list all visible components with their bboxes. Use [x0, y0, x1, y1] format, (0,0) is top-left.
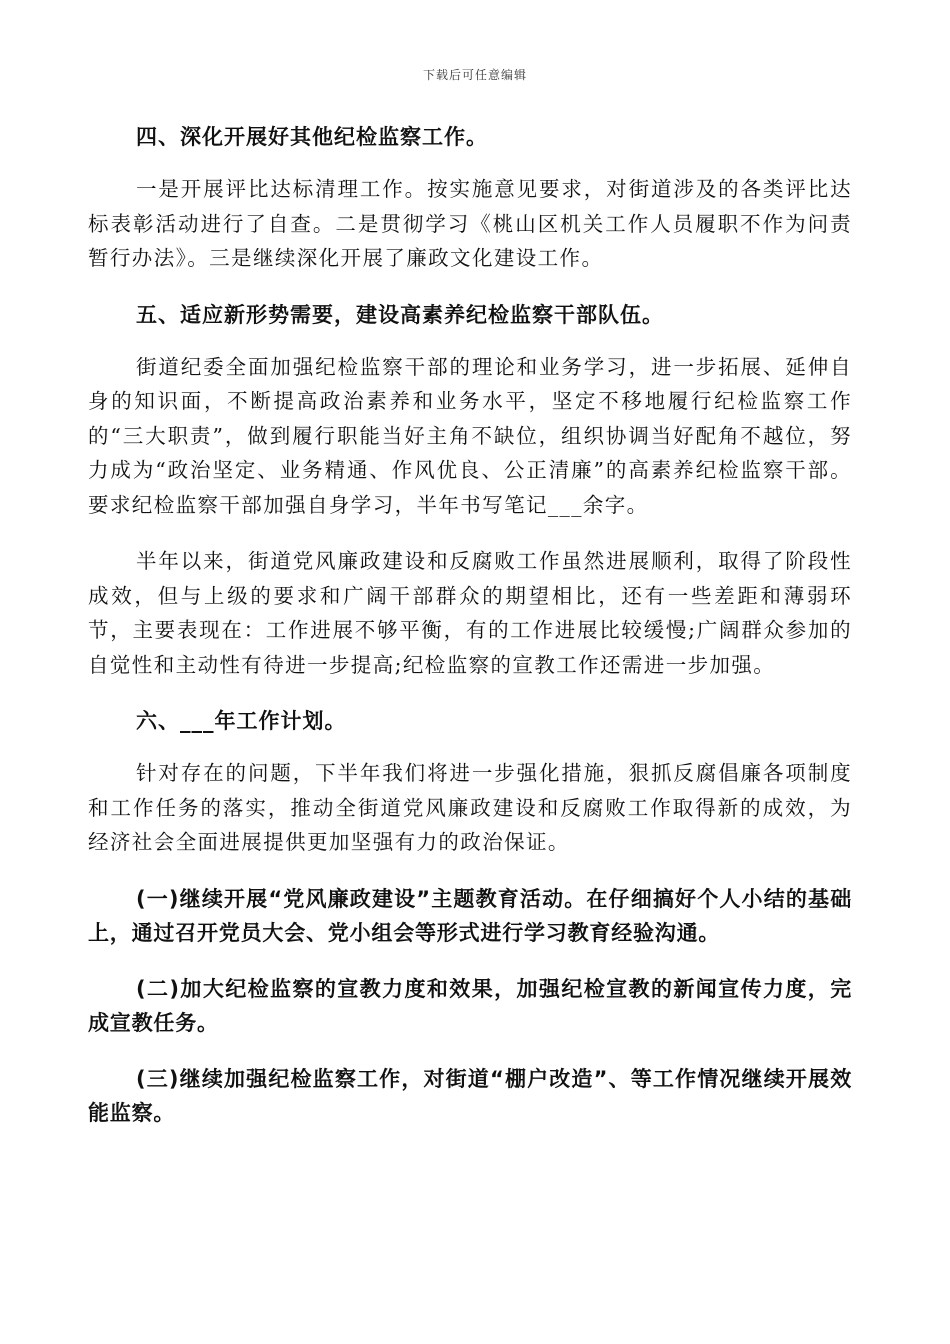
document-body [88, 120, 852, 1152]
paragraph-shortcomings: 半年以来，街道党风廉政建设和反腐败工作虽然进展顺利，取得了阶段性成效，但与上级的要求和广阔干部群众的期望相比，还有一些差距和薄弱环节，主要表现在：工作进展不够平衡，有的工作进展比较缓慢;广阔群众参加的自觉性和主动性有待进一步提高;纪检监察的宣教工作还需进一步加强。 [88, 549, 852, 677]
plan-item-1: (一)继续开展“党风廉政建设”主题教育活动。在仔细搞好个人小结的基础上，通过召开党员大会、党小组会等形式进行学习教育经验沟通。 [88, 886, 852, 945]
paragraph-plan-intro: 针对存在的问题，下半年我们将进一步强化措施，狠抓反腐倡廉各项制度和工作任务的落实，推动全街道党风廉政建设和反腐败工作取得新的成效，为经济社会全面进展提供更加坚强有力的政治保证。 [88, 761, 852, 854]
plan-item-3: (三)继续加强纪检监察工作，对街道“棚户改造”、等工作情况继续开展效能监察。 [88, 1066, 852, 1125]
section-heading-4: 四、深化开展好其他纪检监察工作。 [136, 125, 488, 149]
section-heading-5: 五、适应新形势需要，建设高素养纪检监察干部队伍。 [136, 302, 664, 327]
section-heading-6: 六、___年工作计划。 [136, 709, 347, 733]
paragraph-review-work: 一是开展评比达标清理工作。按实施意见要求，对街道涉及的各类评比达标表彰活动进行了自查。二是贯彻学习《桃山区机关工作人员履职不作为问责暂行办法》。三是继续深化开展了廉政文化建设工作。 [88, 177, 852, 270]
page-header: 下载后可任意编辑 [422, 68, 527, 82]
plan-item-2: (二)加大纪检监察的宣教力度和效果，加强纪检宣教的新闻宣传力度，完成宣教任务。 [88, 976, 852, 1035]
paragraph-cadre-training: 街道纪委全面加强纪检监察干部的理论和业务学习，进一步拓展、延伸自身的知识面，不断提高政治素养和业务水平，坚定不移地履行纪检监察工作的“三大职责”，做到履行职能当好主角不缺位，组织协调当好配角不越位，努力成为“政治坚定、业务精通、作风优良、公正清廉”的高素养纪检监察干部。要求纪检监察干部加强自身学习，半年书写笔记___余字。 [88, 354, 852, 517]
